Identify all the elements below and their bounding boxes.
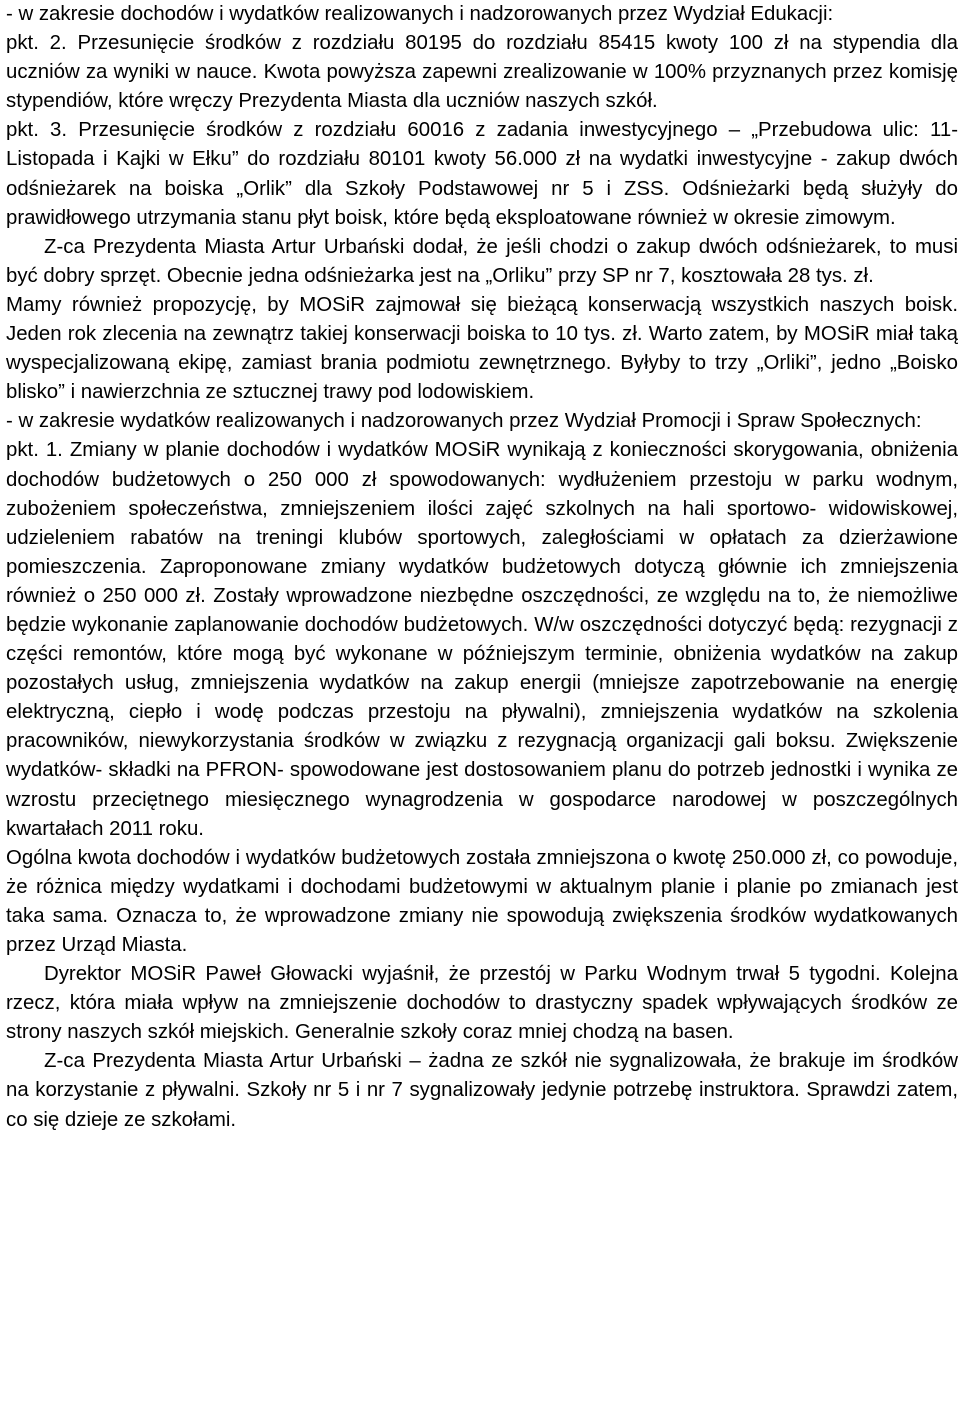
paragraph-deputy-mayor-comment: Z-ca Prezydenta Miasta Artur Urbański dodał, że jeśli chodzi o zakup dwóch odśnieżarek, to musi być dobry sprzęt. Obecnie jedna odśnieżarka jest na „Orliku” przy SP nr 7, kosztowała 28 tys. zł. [6,235,958,287]
section-heading-education: - w zakresie dochodów i wydatków realizowanych i nadzorowanych przez Wydział Edukacji: [6,3,834,25]
section-heading-promotion: - w zakresie wydatków realizowanych i nadzorowanych przez Wydział Promocji i Spraw Społecznych: [6,410,922,433]
paragraph-item-2-scholarships: pkt. 2. Przesunięcie środków z rozdziału 80195 do rozdziału 85415 kwoty 100 zł na stypendia dla uczniów za wyniki w nauce. Kwota powyższa zapewni zrealizowanie w 100% przyznanych przez komisję stypendiów, które wręczy Prezydenta Miasta dla uczniów naszych szkół. [6,32,958,113]
paragraph-item-3-snow-blowers: pkt. 3. Przesunięcie środków z rozdziału 60016 z zadania inwestycyjnego – „Przebudowa ulic: 11-Listopada i Kajki w Ełku” do rozdziału 80101 kwoty 56.000 zł na wydatki inwestycyjne - zakup dwóch odśnieżarek na boiska „Orlik” dla Szkoły Podstawowej nr 5 i ZSS. Odśnieżarki będą służyły do prawidłowego utrzymania stanu płyt boisk, które będą eksploatowane również w okresie zimowym. [6,119,958,229]
paragraph-total-amount: Ogólna kwota dochodów i wydatków budżetowych została zmniejszona o kwotę 250.000 zł, co powoduje, że różnica między wydatkami i dochodami budżetowymi w aktualnym planie i planie po zmianach jest taka sama. Oznacza to, że wprowadzone zmiany nie spowodują zwiększenia środków wydatkowanych przez Urząd Miasta. [6,846,958,956]
document-page [6,0,958,1135]
paragraph-deputy-mayor-schools: Z-ca Prezydenta Miasta Artur Urbański – żadna ze szkół nie sygnalizowała, że brakuje im środków na korzystanie z pływalni. Szkoły nr 5 i nr 7 sygnalizowały jedynie potrzebę instruktora. Sprawdzi zatem, co się dzieje ze szkołami. [6,1050,958,1131]
paragraph-mosir-maintenance: Mamy również propozycję, by MOSiR zajmował się bieżącą konserwacją wszystkich naszych boisk. Jeden rok zlecenia na zewnątrz takiej konserwacji boiska to 10 tys. zł. Warto zatem, by MOSiR miał taką wyspecjalizowaną ekipę, zamiast brania podmiotu zewnętrznego. Byłyby to trzy „Orliki”, jedno „Boisko blisko” i nawierzchnia ze sztucznej trawy pod lodowiskiem. [6,293,958,404]
paragraph-director-comment: Dyrektor MOSiR Paweł Głowacki wyjaśnił, że przestój w Parku Wodnym trwał 5 tygodni. Kolejna rzecz, która miała wpływ na zmniejszenie dochodów to drastyczny spadek wpływających środków ze strony naszych szkół miejskich. Generalnie szkoły coraz mniej chodzą na basen. [6,963,958,1044]
paragraph-item-1-mosir-changes: pkt. 1. Zmiany w planie dochodów i wydatków MOSiR wynikają z konieczności skorygowania, obniżenia dochodów budżetowych o 250 000 zł spowodowanych: wydłużeniem przestoju w parku wodnym, zubożeniem społeczeństwa, zmniejszeniem ilości zajęć szkolnych na hali sportowo- widowiskowej, udzieleniem rabatów na treningi klubów sportowych, zaległościami w opłatach za dzierżawione pomieszczenia. Zaproponowane zmiany wydatków budżetowych dotyczą głównie ich zmniejszenia również o 250 000 zł. Zostały wprowadzone niezbędne oszczędności, ze względu na to, że niemożliwe będzie wykonanie zaplanowanie dochodów budżetowych. W/w oszczędności dotyczyć będą: rezygnacji z części remontów, które mogą być wykonane w późniejszym terminie, obniżenia wydatków na zakup pozostałych usług, zmniejszenia wydatków na zakup energii (mniejsze zapotrzebowanie na energię elektryczną, ciepło i wodę podczas przestoju na pływalni), zmniejszenia wydatków na szkolenia pracowników, niewykorzystania środków w związku z rezygnacją organizacji gali boksu. Zwiększenie wydatków- składki na PFRON- spowodowane jest dostosowaniem planu do potrzeb jednostki i wynika ze wzrostu przeciętnego miesięcznego wynagrodzenia w gospodarce narodowej w poszczególnych kwartałach 2011 roku. [6,439,958,840]
